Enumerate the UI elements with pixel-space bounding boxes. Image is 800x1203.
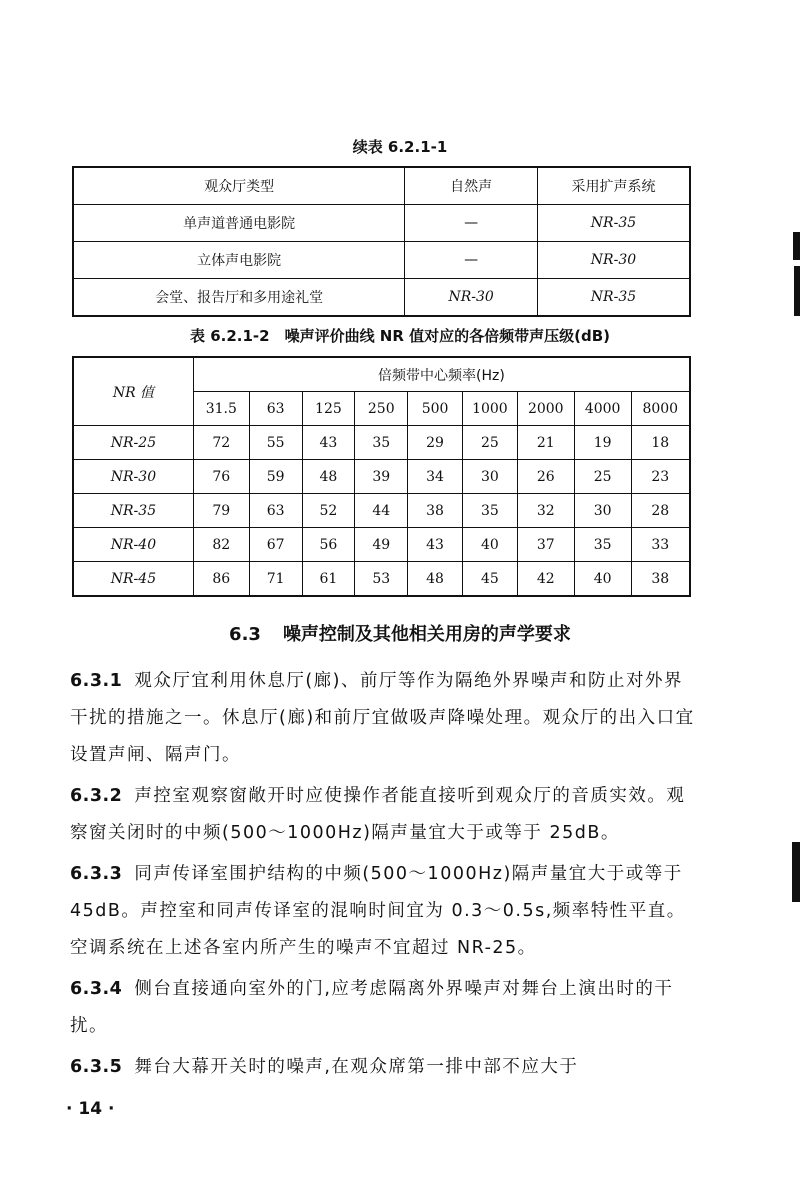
table1-cell: — [405,242,538,279]
section-heading [0,620,800,646]
table1-cell: NR-30 [405,279,538,317]
table1-cell: 立体声电影院 [73,242,405,279]
value-cell: 43 [302,426,355,460]
clause [70,663,695,774]
value-cell: 48 [408,562,463,597]
value-cell: 33 [631,528,690,562]
scan-edge-mark [794,266,800,316]
value-cell: 76 [193,460,249,494]
value-cell: 49 [355,528,408,562]
value-cell: 30 [462,460,517,494]
table1-header-cell: 采用扩声系统 [537,167,690,205]
clause [70,778,695,852]
table1-cell: 会堂、报告厅和多用途礼堂 [73,279,405,317]
value-cell: 55 [249,426,302,460]
scan-edge-mark [792,842,800,902]
value-cell: 52 [302,494,355,528]
value-cell: 28 [631,494,690,528]
table1-header-cell: 自然声 [405,167,538,205]
clause-text: 同声传译室围护结构的中频(500～1000Hz)隔声量宜大于或等于 45dB。声控室和同声传译室的混响时间宜为 0.3～0.5s,频率特性平直。空调系统在上述各室内所产生的噪声不宜超过 NR-25。 [70,864,686,958]
table-row [73,528,690,562]
clause-text: 侧台直接通向室外的门,应考虑隔离外界噪声对舞台上演出时的干扰。 [70,979,674,1036]
clause [70,1049,695,1086]
table-row [73,242,690,279]
clause-number: 6.3.2 [70,786,123,806]
frequency-cell: 250 [355,392,408,426]
value-cell: 38 [408,494,463,528]
clause-number: 6.3.1 [70,671,123,691]
value-cell: 56 [302,528,355,562]
nr-label: NR-30 [73,460,193,494]
value-cell: 45 [462,562,517,597]
clause-number: 6.3.5 [70,1057,123,1077]
table1-header-cell: 观众厅类型 [73,167,405,205]
table-row [73,494,690,528]
clause [70,856,695,967]
value-cell: 72 [193,426,249,460]
frequency-cell: 8000 [631,392,690,426]
nr-label: NR-45 [73,562,193,597]
value-cell: 26 [517,460,574,494]
value-cell: 79 [193,494,249,528]
frequency-cell: 63 [249,392,302,426]
section-title: 噪声控制及其他相关用房的声学要求 [282,624,571,645]
value-cell: 23 [631,460,690,494]
value-cell: 44 [355,494,408,528]
table-row [73,205,690,242]
table1-cell: — [405,205,538,242]
value-cell: 86 [193,562,249,597]
value-cell: 32 [517,494,574,528]
value-cell: 40 [462,528,517,562]
value-cell: 38 [631,562,690,597]
value-cell: 35 [462,494,517,528]
clause-number: 6.3.3 [70,864,123,884]
clause-number: 6.3.4 [70,979,123,999]
value-cell: 43 [408,528,463,562]
section-number: 6.3 [229,624,261,645]
table-row [73,460,690,494]
clause-text: 声控室观察窗敞开时应使操作者能直接听到观众厅的音质实效。观察窗关闭时的中频(500～1000Hz)隔声量宜大于或等于 25dB。 [70,786,686,843]
value-cell: 48 [302,460,355,494]
table1-cell: NR-35 [537,279,690,317]
table2-caption: 表 6.2.1-2 噪声评价曲线 NR 值对应的各倍频带声压级(dB) [189,327,611,345]
frequency-cell: 1000 [462,392,517,426]
value-cell: 61 [302,562,355,597]
value-cell: 40 [574,562,631,597]
table1-cell: 单声道普通电影院 [73,205,405,242]
value-cell: 39 [355,460,408,494]
nr-label: NR-25 [73,426,193,460]
value-cell: 53 [355,562,408,597]
value-cell: 35 [355,426,408,460]
frequency-cell: 31.5 [193,392,249,426]
table1-caption: 续表 6.2.1-1 [352,138,448,156]
table1-cell: NR-35 [537,205,690,242]
frequency-cell: 500 [408,392,463,426]
value-cell: 29 [408,426,463,460]
table2-row-header: NR 值 [73,357,193,426]
value-cell: 42 [517,562,574,597]
value-cell: 35 [574,528,631,562]
scan-edge-mark [793,232,800,260]
clause [70,971,695,1045]
nr-label: NR-35 [73,494,193,528]
table2-header-row [73,357,690,392]
value-cell: 21 [517,426,574,460]
table-row [73,562,690,597]
value-cell: 37 [517,528,574,562]
table1-header-row [73,167,690,205]
frequency-cell: 4000 [574,392,631,426]
value-cell: 25 [462,426,517,460]
table-row [73,279,690,317]
nr-label: NR-40 [73,528,193,562]
value-cell: 25 [574,460,631,494]
value-cell: 34 [408,460,463,494]
clause-list [70,663,695,1086]
clause-text: 舞台大幕开关时的噪声,在观众席第一排中部不应大于 [134,1057,579,1077]
frequency-cell: 2000 [517,392,574,426]
table1-cell: NR-30 [537,242,690,279]
table2 [72,356,691,597]
value-cell: 19 [574,426,631,460]
table2-group-header: 倍频带中心频率(Hz) [193,357,690,392]
value-cell: 63 [249,494,302,528]
value-cell: 30 [574,494,631,528]
value-cell: 59 [249,460,302,494]
value-cell: 18 [631,426,690,460]
table-row [73,426,690,460]
value-cell: 82 [193,528,249,562]
page-number: · 14 · [66,1099,115,1119]
table1 [72,166,691,317]
frequency-cell: 125 [302,392,355,426]
value-cell: 67 [249,528,302,562]
clause-text: 观众厅宜利用休息厅(廊)、前厅等作为隔绝外界噪声和防止对外界干扰的措施之一。休息厅(廊)和前厅宜做吸声降噪处理。观众厅的出入口宜设置声闸、隔声门。 [70,671,695,765]
value-cell: 71 [249,562,302,597]
